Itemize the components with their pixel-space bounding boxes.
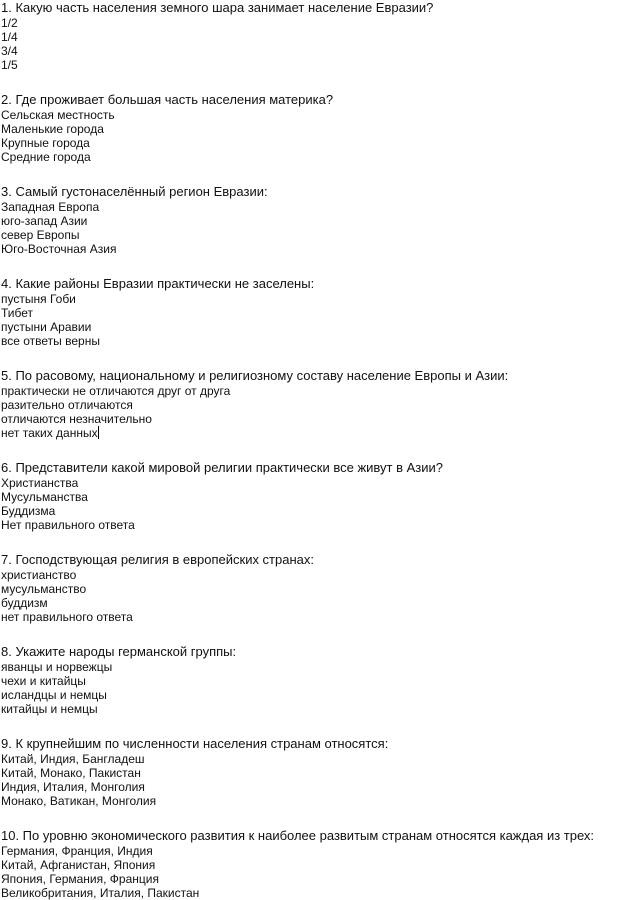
question-text: 5. По расовому, национальному и религиозному составу население Европы и Азии: [1, 368, 509, 383]
answer-option: 1/5 [1, 58, 18, 72]
question-text: 7. Господствующая религия в европейских странах: [1, 552, 314, 567]
text-cursor [98, 426, 99, 439]
answer-option: Маленькие города [1, 122, 104, 136]
answer-option: мусульманство [1, 582, 87, 596]
answer-option: Нет правильного ответа [1, 518, 135, 532]
question-text: 4. Какие районы Евразии практически не заселены: [1, 276, 315, 291]
spacer [1, 72, 623, 92]
question-text: 2. Где проживает большая часть населения материка? [1, 92, 334, 107]
answer-option: 1/2 [1, 16, 18, 30]
answer-option: Мусульманства [1, 490, 88, 504]
answer-option: север Европы [1, 228, 80, 242]
answer-option: Индия, Италия, Монголия [1, 780, 145, 794]
question-text: 3. Самый густонаселённый регион Евразии: [1, 184, 268, 199]
question-9 [1, 736, 623, 808]
spacer [1, 440, 623, 460]
answer-option: все ответы верны [1, 334, 100, 348]
answer-option: Тибет [1, 306, 34, 320]
answer-option: Германия, Франция, Индия [1, 844, 153, 858]
question-2 [1, 92, 623, 164]
question-text: 10. По уровню экономического развития к наиболее развитым странам относятся каждая из трех: [1, 828, 595, 843]
question-6 [1, 460, 623, 532]
question-text: 9. К крупнейшим по численности населения странам относятся: [1, 736, 389, 751]
question-1 [1, 0, 623, 72]
spacer [1, 532, 623, 552]
answer-option: Великобритания, Италия, Пакистан [1, 886, 200, 900]
question-7 [1, 552, 623, 624]
question-3 [1, 184, 623, 256]
answer-option: нет таких данных [1, 426, 98, 440]
answer-option: Китай, Монако, Пакистан [1, 766, 141, 780]
answer-option: христианство [1, 568, 77, 582]
spacer [1, 348, 623, 368]
spacer [1, 256, 623, 276]
quiz-document [1, 0, 623, 900]
answer-option: буддизм [1, 596, 48, 610]
question-text: 6. Представители какой мировой религии практически все живут в Азии? [1, 460, 444, 475]
answer-option: Сельская местность [1, 108, 115, 122]
answer-option: Юго-Восточная Азия [1, 242, 117, 256]
answer-option: Христианства [1, 476, 79, 490]
answer-option: 1/4 [1, 30, 18, 44]
question-10 [1, 828, 623, 900]
answer-option: Буддизма [1, 504, 56, 518]
question-8 [1, 644, 623, 716]
spacer [1, 716, 623, 736]
answer-option: Китай, Индия, Бангладеш [1, 752, 145, 766]
answer-option: 3/4 [1, 44, 18, 58]
question-5 [1, 368, 623, 440]
answer-option: Западная Европа [1, 200, 100, 214]
question-4 [1, 276, 623, 348]
answer-option: практически не отличаются друг от друга [1, 384, 231, 398]
spacer [1, 164, 623, 184]
answer-option: Крупные города [1, 136, 90, 150]
answer-option: пустыня Гоби [1, 292, 76, 306]
question-text: 8. Укажите народы германской группы: [1, 644, 237, 659]
answer-option: яванцы и норвежцы [1, 660, 113, 674]
answer-option: Средние города [1, 150, 91, 164]
answer-option: отличаются незначительно [1, 412, 152, 426]
answer-option: нет правильного ответа [1, 610, 133, 624]
answer-option: Китай, Афганистан, Япония [1, 858, 156, 872]
answer-option: исландцы и немцы [1, 688, 107, 702]
question-text: 1. Какую часть населения земного шара занимает население Евразии? [1, 0, 434, 15]
answer-option: юго-запад Азии [1, 214, 88, 228]
answer-option: Япония, Германия, Франция [1, 872, 159, 886]
spacer [1, 624, 623, 644]
answer-option: пустыни Аравии [1, 320, 92, 334]
spacer [1, 808, 623, 828]
answer-option: разительно отличаются [1, 398, 133, 412]
answer-option: чехи и китайцы [1, 674, 86, 688]
answer-option-with-caret[interactable] [1, 426, 623, 440]
answer-option: Монако, Ватикан, Монголия [1, 794, 157, 808]
answer-option: китайцы и немцы [1, 702, 98, 716]
